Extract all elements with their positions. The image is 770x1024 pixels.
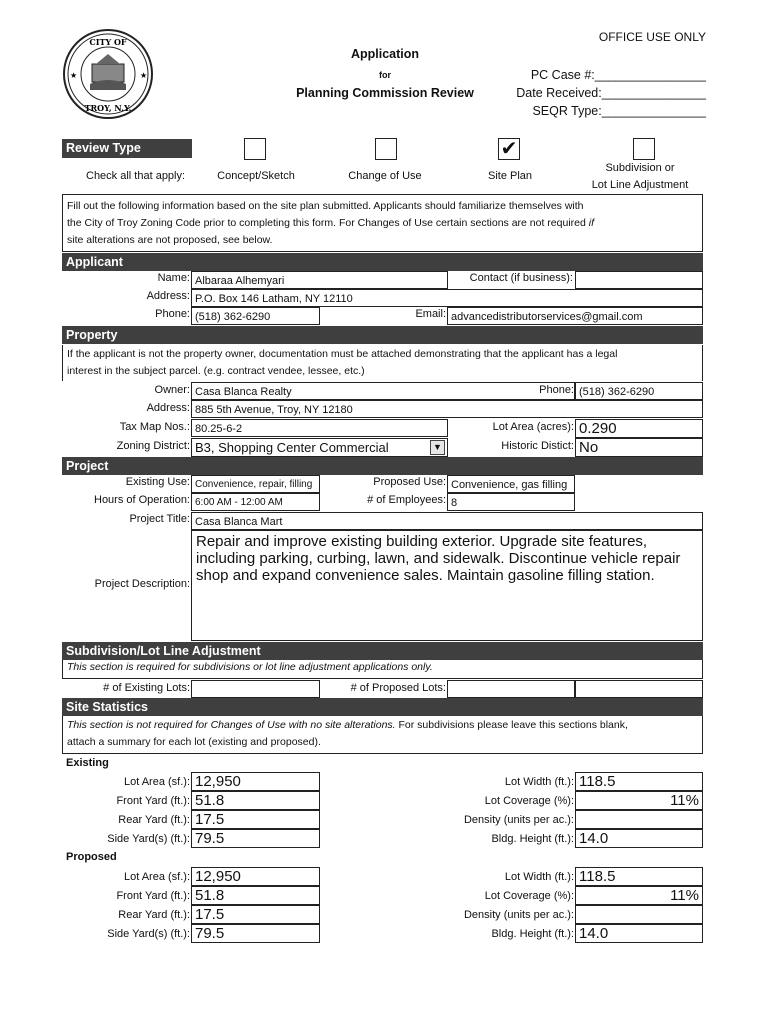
property-address-label: Address: [146, 402, 190, 414]
existing-lot-area-label: Lot Area (sf.): [123, 776, 190, 788]
property-heading: Property [62, 326, 703, 344]
intro-box [62, 194, 703, 252]
existing-coverage-field[interactable]: 11% [575, 791, 703, 810]
tax-map-field[interactable]: 80.25-6-2 [191, 419, 448, 437]
proposed-lot-area-field[interactable]: 12,950 [191, 867, 320, 886]
seal-top-text: CITY OF [89, 37, 127, 47]
existing-coverage-label: Lot Coverage (%): [484, 795, 574, 807]
site-statistics-heading: Site Statistics [62, 698, 703, 716]
site-plan-checkbox[interactable] [498, 138, 520, 160]
lot-area-acres-label: Lot Area (acres): [492, 421, 574, 433]
intro-line3: site alterations are not proposed, see below. [67, 234, 273, 246]
lot-area-acres-field[interactable]: 0.290 [575, 419, 703, 438]
proposed-rear-label: Rear Yard (ft.): [118, 909, 190, 921]
zoning-label: Zoning District: [116, 440, 190, 452]
proposed-height-label: Bldg. Height (ft.): [491, 928, 574, 940]
property-phone-label: Phone: [539, 384, 574, 396]
proposed-coverage-label: Lot Coverage (%): [484, 890, 574, 902]
zoning-value: B3, Shopping Center Commercial [195, 440, 389, 455]
subdivision-label-line2: Lot Line Adjustment [591, 179, 689, 191]
existing-height-field[interactable]: 14.0 [575, 829, 703, 848]
name-field[interactable]: Albaraa Alhemyari [191, 271, 448, 289]
svg-text:★: ★ [70, 71, 78, 80]
project-description-field[interactable]: Repair and improve existing building exterior. Upgrade site features, including parking, curbing, lawn, and sidewalk. Discontinue vehicle repair shop and expand convenience sales. Maintain gasoline filling station. [191, 530, 703, 641]
concept-sketch-label: Concept/Sketch [217, 170, 295, 182]
project-title-label: Project Title: [129, 513, 190, 525]
existing-side-field[interactable]: 79.5 [191, 829, 320, 848]
name-label: Name: [157, 272, 190, 284]
subdivision-label-line1: Subdivision or [605, 162, 675, 174]
email-field[interactable]: advancedistributorservices@gmail.com [447, 307, 703, 325]
hours-field[interactable]: 6:00 AM - 12:00 AM [191, 493, 320, 511]
check-mark-icon: ✔ [500, 138, 518, 160]
existing-rear-field[interactable]: 17.5 [191, 810, 320, 829]
historic-label: Historic Distict: [501, 440, 574, 452]
existing-use-field[interactable]: Convenience, repair, filling [191, 475, 320, 493]
subdivision-heading: Subdivision/Lot Line Adjustment [62, 642, 703, 660]
proposed-lots-label: # of Proposed Lots: [350, 682, 446, 694]
subdivision-spare-field [575, 680, 703, 698]
existing-front-field[interactable]: 51.8 [191, 791, 320, 810]
project-description-label: Project Description: [94, 578, 190, 590]
subdivision-checkbox[interactable] [633, 138, 655, 160]
pc-case-field[interactable]: PC Case #:________________ [530, 68, 706, 82]
review-type-heading: Review Type [62, 139, 192, 158]
page-title: Planning Commission Review [296, 86, 474, 100]
proposed-width-label: Lot Width (ft.): [504, 871, 574, 883]
contact-label: Contact (if business): [469, 272, 573, 284]
existing-density-label: Density (units per ac.): [463, 814, 574, 826]
proposed-rear-field[interactable]: 17.5 [191, 905, 320, 924]
applicant-heading: Applicant [62, 253, 703, 271]
zoning-select[interactable] [191, 438, 448, 457]
existing-density-field[interactable] [575, 810, 703, 829]
owner-label: Owner: [154, 384, 190, 396]
proposed-density-field[interactable] [575, 905, 703, 924]
existing-rear-label: Rear Yard (ft.): [118, 814, 190, 826]
email-label: Email: [415, 308, 446, 320]
existing-lots-field[interactable] [191, 680, 320, 698]
intro-line1: Fill out the following information based on the site plan submitted. Applicants should familiarize themselves with [67, 200, 584, 212]
proposed-lot-area-label: Lot Area (sf.): [123, 871, 190, 883]
project-title-field[interactable]: Casa Blanca Mart [191, 512, 703, 530]
phone-field[interactable]: (518) 362-6290 [191, 307, 320, 325]
historic-field[interactable]: No [575, 438, 703, 457]
existing-heading: Existing [66, 757, 109, 769]
proposed-side-field[interactable]: 79.5 [191, 924, 320, 943]
intro-line2: the City of Troy Zoning Code prior to completing this form. For Changes of Use certain sections are not required if [67, 217, 594, 229]
concept-sketch-checkbox[interactable] [244, 138, 266, 160]
site-plan-label: Site Plan [487, 170, 533, 182]
address-label: Address: [146, 290, 190, 302]
employees-field[interactable]: 8 [447, 493, 575, 511]
proposed-height-field[interactable]: 14.0 [575, 924, 703, 943]
existing-height-label: Bldg. Height (ft.): [491, 833, 574, 845]
seqr-type-field[interactable]: SEQR Type:_______________ [532, 104, 706, 118]
svg-text:★: ★ [140, 71, 148, 80]
existing-width-field[interactable]: 118.5 [575, 772, 703, 791]
title-application: Application [350, 47, 420, 61]
proposed-front-label: Front Yard (ft.): [116, 890, 190, 902]
proposed-use-field[interactable]: Convenience, gas filling [447, 475, 575, 493]
property-note: If the applicant is not the property owner, documentation must be attached demonstrating that the applicant has a legal interest in the subject parcel. (e.g. contract vendee, lessee, etc.) [62, 345, 703, 381]
project-heading: Project [62, 457, 703, 475]
proposed-coverage-field[interactable]: 11% [575, 886, 703, 905]
existing-front-label: Front Yard (ft.): [116, 795, 190, 807]
date-received-field[interactable]: Date Received:_______________ [516, 86, 706, 100]
office-use-label: OFFICE USE ONLY [598, 30, 706, 44]
subdivision-note: This section is required for subdivisions or lot line adjustment applications only. [62, 660, 703, 679]
property-phone-field[interactable]: (518) 362-6290 [575, 382, 703, 400]
hours-label: Hours of Operation: [94, 494, 190, 506]
seal-bottom-text: TROY, N.Y. [84, 103, 132, 113]
dropdown-arrow-icon[interactable]: ▼ [430, 440, 445, 455]
change-of-use-checkbox[interactable] [375, 138, 397, 160]
check-all-label: Check all that apply: [86, 170, 186, 182]
site-statistics-note: This section is not required for Changes of Use with no site alterations. For subdivisions please leave this sections blank, attach a summary for each lot (existing and proposed). [62, 716, 703, 754]
contact-field[interactable] [575, 271, 703, 289]
proposed-width-field[interactable]: 118.5 [575, 867, 703, 886]
existing-width-label: Lot Width (ft.): [504, 776, 574, 788]
proposed-side-label: Side Yard(s) (ft.): [107, 928, 190, 940]
address-field[interactable]: P.O. Box 146 Latham, NY 12110 [191, 289, 703, 307]
proposed-use-label: Proposed Use: [373, 476, 446, 488]
proposed-heading: Proposed [66, 851, 117, 863]
proposed-front-field[interactable]: 51.8 [191, 886, 320, 905]
owner-field[interactable]: Casa Blanca Realty [191, 382, 575, 400]
phone-label: Phone: [155, 308, 190, 320]
proposed-density-label: Density (units per ac.): [463, 909, 574, 921]
existing-use-label: Existing Use: [125, 476, 190, 488]
existing-side-label: Side Yard(s) (ft.): [107, 833, 190, 845]
property-address-field[interactable]: 885 5th Avenue, Troy, NY 12180 [191, 400, 703, 418]
proposed-lots-field[interactable] [447, 680, 575, 698]
tax-map-label: Tax Map Nos.: [119, 421, 190, 433]
title-for: for [379, 70, 391, 80]
change-of-use-label: Change of Use [348, 170, 422, 182]
existing-lots-label: # of Existing Lots: [103, 682, 190, 694]
city-seal [62, 28, 154, 120]
employees-label: # of Employees: [367, 494, 446, 506]
existing-lot-area-field[interactable]: 12,950 [191, 772, 320, 791]
